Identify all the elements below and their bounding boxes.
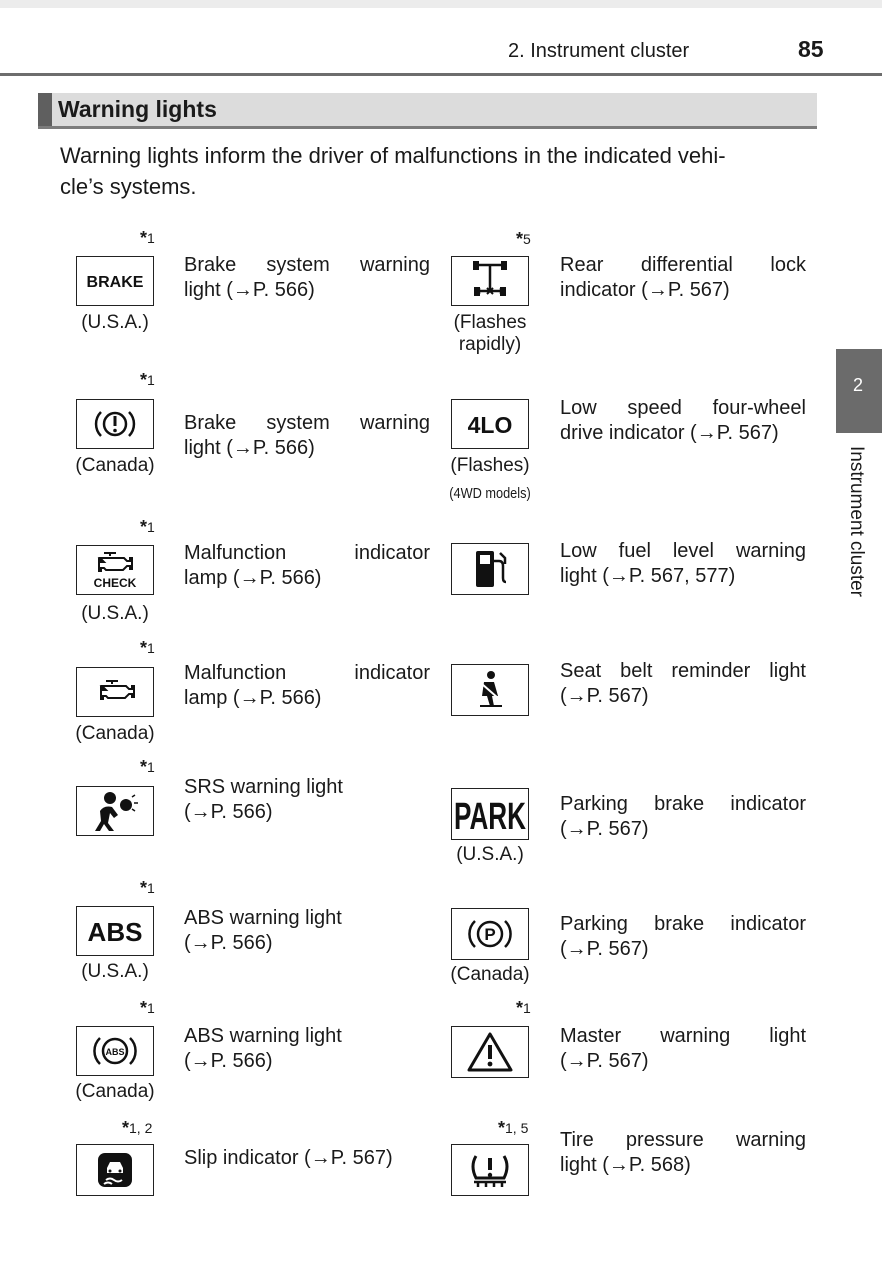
header-rule (0, 73, 882, 76)
svg-text:CHECK: CHECK (93, 576, 137, 590)
footnote-mark: $*_1$ (140, 757, 155, 777)
footnote-mark: $*_5$ (516, 229, 531, 249)
item-caption: (Flashes) (450, 455, 530, 476)
item-caption: (Canada) (75, 455, 155, 476)
item-description: Brake system warning light (→P. 566) (184, 254, 430, 301)
item-description: Seat belt reminder light (→P. 567) (560, 660, 806, 707)
section-title: Warning lights (58, 96, 217, 122)
svg-text:ABS: ABS (105, 1047, 125, 1057)
engine-check-icon (76, 545, 154, 595)
item-caption: (U.S.A.) (456, 844, 524, 865)
chapter-tab-number: 2 (853, 375, 864, 395)
footnote-mark: $*_1$ (516, 998, 531, 1018)
footnote-mark: $*_1$ (140, 517, 155, 537)
rear-differential-lock-icon (451, 256, 529, 306)
item-caption-note: (4WD models) (449, 485, 531, 502)
svg-text:P: P (484, 925, 496, 944)
item-description: Tire pressure warning light (→P. 568) (560, 1129, 806, 1176)
seat-belt-icon (451, 664, 529, 716)
parking-brake-circle-icon (451, 908, 529, 960)
item-description: ABS warning light (→P. 566) (184, 1025, 342, 1072)
item-description: Parking brake indicator (→P. 567) (560, 913, 806, 960)
brake-text-icon (76, 256, 154, 306)
four-lo-text-icon (451, 399, 529, 449)
item-description: Malfunction indicator lamp (→P. 566) (184, 542, 430, 589)
item-description: Brake system warning light (→P. 566) (184, 412, 430, 459)
item-caption: (Flashes rapidly) (453, 312, 527, 355)
intro-line-2: cle’s systems. (60, 174, 197, 199)
abs-text-icon (76, 906, 154, 956)
engine-icon (76, 667, 154, 717)
footnote-mark: $*_{1, 5}$ (498, 1118, 529, 1138)
item-description: Low speed four-wheel drive indicator (→P. 567) (560, 397, 806, 444)
title-accent (38, 93, 52, 126)
slip-indicator-icon (76, 1144, 154, 1196)
chapter-tab-label: Instrument cluster (846, 446, 867, 597)
item-caption: (Canada) (450, 964, 530, 985)
footnote-mark: $*_1$ (140, 370, 155, 390)
footnote-mark: $*_1$ (140, 878, 155, 898)
svg-text:BRAKE: BRAKE (86, 274, 144, 291)
srs-airbag-icon (76, 786, 154, 836)
intro-paragraph (60, 140, 820, 202)
fuel-pump-icon (451, 543, 529, 595)
tire-pressure-icon (451, 1144, 529, 1196)
brake-circle-exclamation-icon (76, 399, 154, 449)
item-description: SRS warning light (→P. 566) (184, 776, 343, 823)
item-description: Parking brake indicator (→P. 567) (560, 793, 806, 840)
svg-text:ABS: ABS (87, 917, 143, 947)
page-top-edge (0, 0, 882, 8)
footnote-mark: $*_1$ (140, 998, 155, 1018)
abs-circle-icon (76, 1026, 154, 1076)
footnote-mark: $*_1$ (140, 228, 155, 248)
intro-line-1: Warning lights inform the driver of malfunctions in the indicated vehi- (60, 143, 726, 168)
section-title-bar (38, 93, 817, 129)
master-warning-triangle-icon (451, 1026, 529, 1078)
chapter-tab[interactable] (836, 349, 882, 433)
item-description: Low fuel level warning light (→P. 567, 577) (560, 540, 806, 587)
item-description: ABS warning light (→P. 566) (184, 907, 342, 954)
header-chapter: 2. Instrument cluster (508, 40, 690, 62)
item-description: Slip indicator (→P. 567) (184, 1147, 393, 1169)
svg-text:PARK: PARK (454, 796, 527, 838)
footnote-mark: $*_{1, 2}$ (122, 1118, 153, 1138)
item-caption: (Canada) (75, 1081, 155, 1102)
item-description: Master warning light (→P. 567) (560, 1025, 806, 1072)
item-description: Malfunction indicator lamp (→P. 566) (184, 662, 430, 709)
footnote-mark: $*_1$ (140, 638, 155, 658)
item-caption: (U.S.A.) (81, 312, 149, 333)
park-text-icon (451, 788, 529, 840)
item-caption: (U.S.A.) (81, 603, 149, 624)
page-number: 85 (798, 36, 824, 62)
item-description: Rear differential lock indicator (→P. 567) (560, 254, 806, 301)
item-caption: (U.S.A.) (81, 961, 149, 982)
item-caption: (Canada) (75, 723, 155, 744)
svg-text:4LO: 4LO (467, 412, 513, 438)
